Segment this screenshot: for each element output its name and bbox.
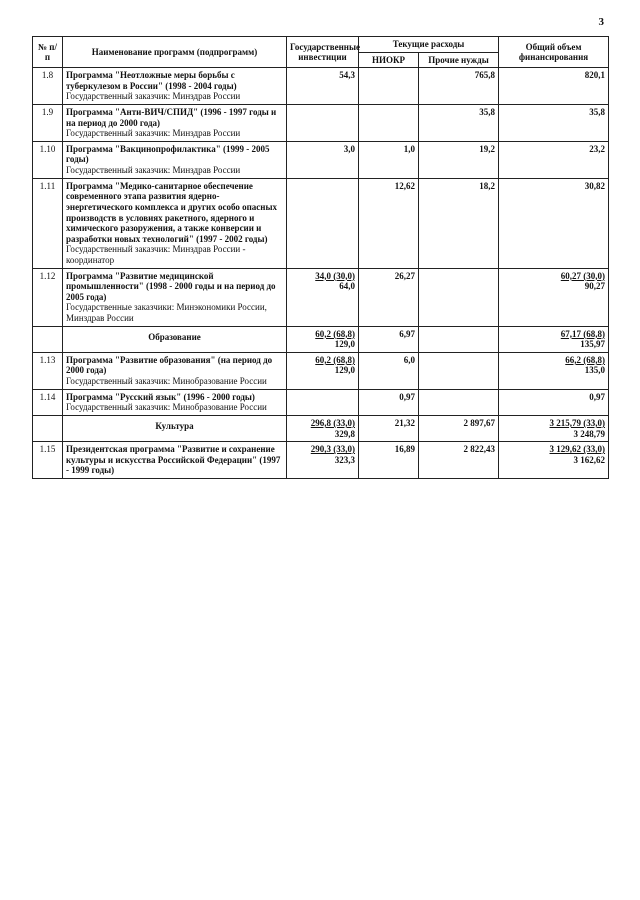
program-name: Программа "Развитие медицинской промышленности" (1998 - 2000 годы и на период до 2005 года) Государственные заказчики: Минэкономики России, Минздрав России — [63, 268, 287, 326]
section-row — [33, 415, 609, 441]
header-num: № п/п — [33, 37, 63, 68]
header-total: Общий объем финансирования — [499, 37, 609, 68]
total-value: 0,97 — [499, 389, 609, 415]
investments-value: 60,2 (68,8) 129,0 — [287, 352, 359, 389]
investments-value — [287, 105, 359, 142]
other-value: 18,2 — [419, 178, 499, 268]
header-current-expenses: Текущие расходы — [359, 37, 499, 53]
niokr-value: 1,0 — [359, 141, 419, 178]
program-name: Программа "Вакцинопрофилактика" (1999 - 2005 годы) Государственный заказчик: Минздрав России — [63, 141, 287, 178]
row-number: 1.9 — [33, 105, 63, 142]
program-name: Программа "Развитие образования" (на период до 2000 года) Государственный заказчик: Минобразование России — [63, 352, 287, 389]
row-number: 1.13 — [33, 352, 63, 389]
header-row-top — [33, 37, 609, 53]
investments-value: 54,3 — [287, 68, 359, 105]
row-number: 1.12 — [33, 268, 63, 326]
row-number: 1.14 — [33, 389, 63, 415]
table-row — [33, 268, 609, 326]
total-value: 30,82 — [499, 178, 609, 268]
total-value: 67,17 (68,8) 135,97 — [499, 326, 609, 352]
total-value: 820,1 — [499, 68, 609, 105]
header-name: Наименование программ (подпрограмм) — [63, 37, 287, 68]
row-number: 1.10 — [33, 141, 63, 178]
niokr-value — [359, 68, 419, 105]
budget-table — [32, 36, 609, 479]
niokr-value: 6,97 — [359, 326, 419, 352]
total-value: 23,2 — [499, 141, 609, 178]
total-value: 3 129,62 (33,0) 3 162,62 — [499, 442, 609, 479]
program-name: Программа "Анти-ВИЧ/СПИД" (1996 - 1997 годы и на период до 2000 года) Государственный заказчик: Минздрав России — [63, 105, 287, 142]
niokr-value: 12,62 — [359, 178, 419, 268]
niokr-value: 0,97 — [359, 389, 419, 415]
page-number: 3 — [598, 16, 604, 28]
investments-value: 290,3 (33,0) 323,3 — [287, 442, 359, 479]
other-value — [419, 268, 499, 326]
row-number: 1.15 — [33, 442, 63, 479]
other-value — [419, 389, 499, 415]
program-name: Президентская программа "Развитие и сохранение культуры и искусства Российской Федерации" (1997 - 1999 годы) — [63, 442, 287, 479]
niokr-value: 6,0 — [359, 352, 419, 389]
section-title: Культура — [63, 415, 287, 441]
header-investments: Государственные инвестиции — [287, 37, 359, 68]
header-niokr: НИОКР — [359, 52, 419, 68]
niokr-value: 21,32 — [359, 415, 419, 441]
other-value: 765,8 — [419, 68, 499, 105]
other-value — [419, 352, 499, 389]
total-value: 66,2 (68,8) 135,0 — [499, 352, 609, 389]
investments-value: 296,8 (33,0) 329,8 — [287, 415, 359, 441]
investments-value: 34,0 (30,0) 64,0 — [287, 268, 359, 326]
investments-value: 60,2 (68,8) 129,0 — [287, 326, 359, 352]
other-value — [419, 326, 499, 352]
program-name: Программа "Медико-санитарное обеспечение современного этапа развития ядерно-энергетического комплекса и других особо опасных производств в условиях ракетного, ядерного и химического разоружения, а также конверсии и разработки новых технологий" (1997 - 2002 годы) Государственный заказчик: Минздрав России - координатор — [63, 178, 287, 268]
other-value: 19,2 — [419, 141, 499, 178]
row-number: 1.11 — [33, 178, 63, 268]
niokr-value: 26,27 — [359, 268, 419, 326]
table-row — [33, 352, 609, 389]
other-value: 2 822,43 — [419, 442, 499, 479]
niokr-value — [359, 105, 419, 142]
section-row — [33, 326, 609, 352]
total-value: 35,8 — [499, 105, 609, 142]
header-other: Прочие нужды — [419, 52, 499, 68]
investments-value — [287, 389, 359, 415]
table-row — [33, 178, 609, 268]
investments-value: 3,0 — [287, 141, 359, 178]
other-value: 2 897,67 — [419, 415, 499, 441]
other-value: 35,8 — [419, 105, 499, 142]
table-row — [33, 141, 609, 178]
program-name: Программа "Неотложные меры борьбы с туберкулезом в России" (1998 - 2004 годы) Государственный заказчик: Минздрав России — [63, 68, 287, 105]
table-row — [33, 105, 609, 142]
investments-value — [287, 178, 359, 268]
total-value: 60,27 (30,0) 90,27 — [499, 268, 609, 326]
table-row — [33, 442, 609, 479]
niokr-value: 16,89 — [359, 442, 419, 479]
section-title: Образование — [63, 326, 287, 352]
table-row — [33, 389, 609, 415]
row-number: 1.8 — [33, 68, 63, 105]
total-value: 3 215,79 (33,0) 3 248,79 — [499, 415, 609, 441]
program-name: Программа "Русский язык" (1996 - 2000 годы) Государственный заказчик: Минобразование России — [63, 389, 287, 415]
table-row — [33, 68, 609, 105]
